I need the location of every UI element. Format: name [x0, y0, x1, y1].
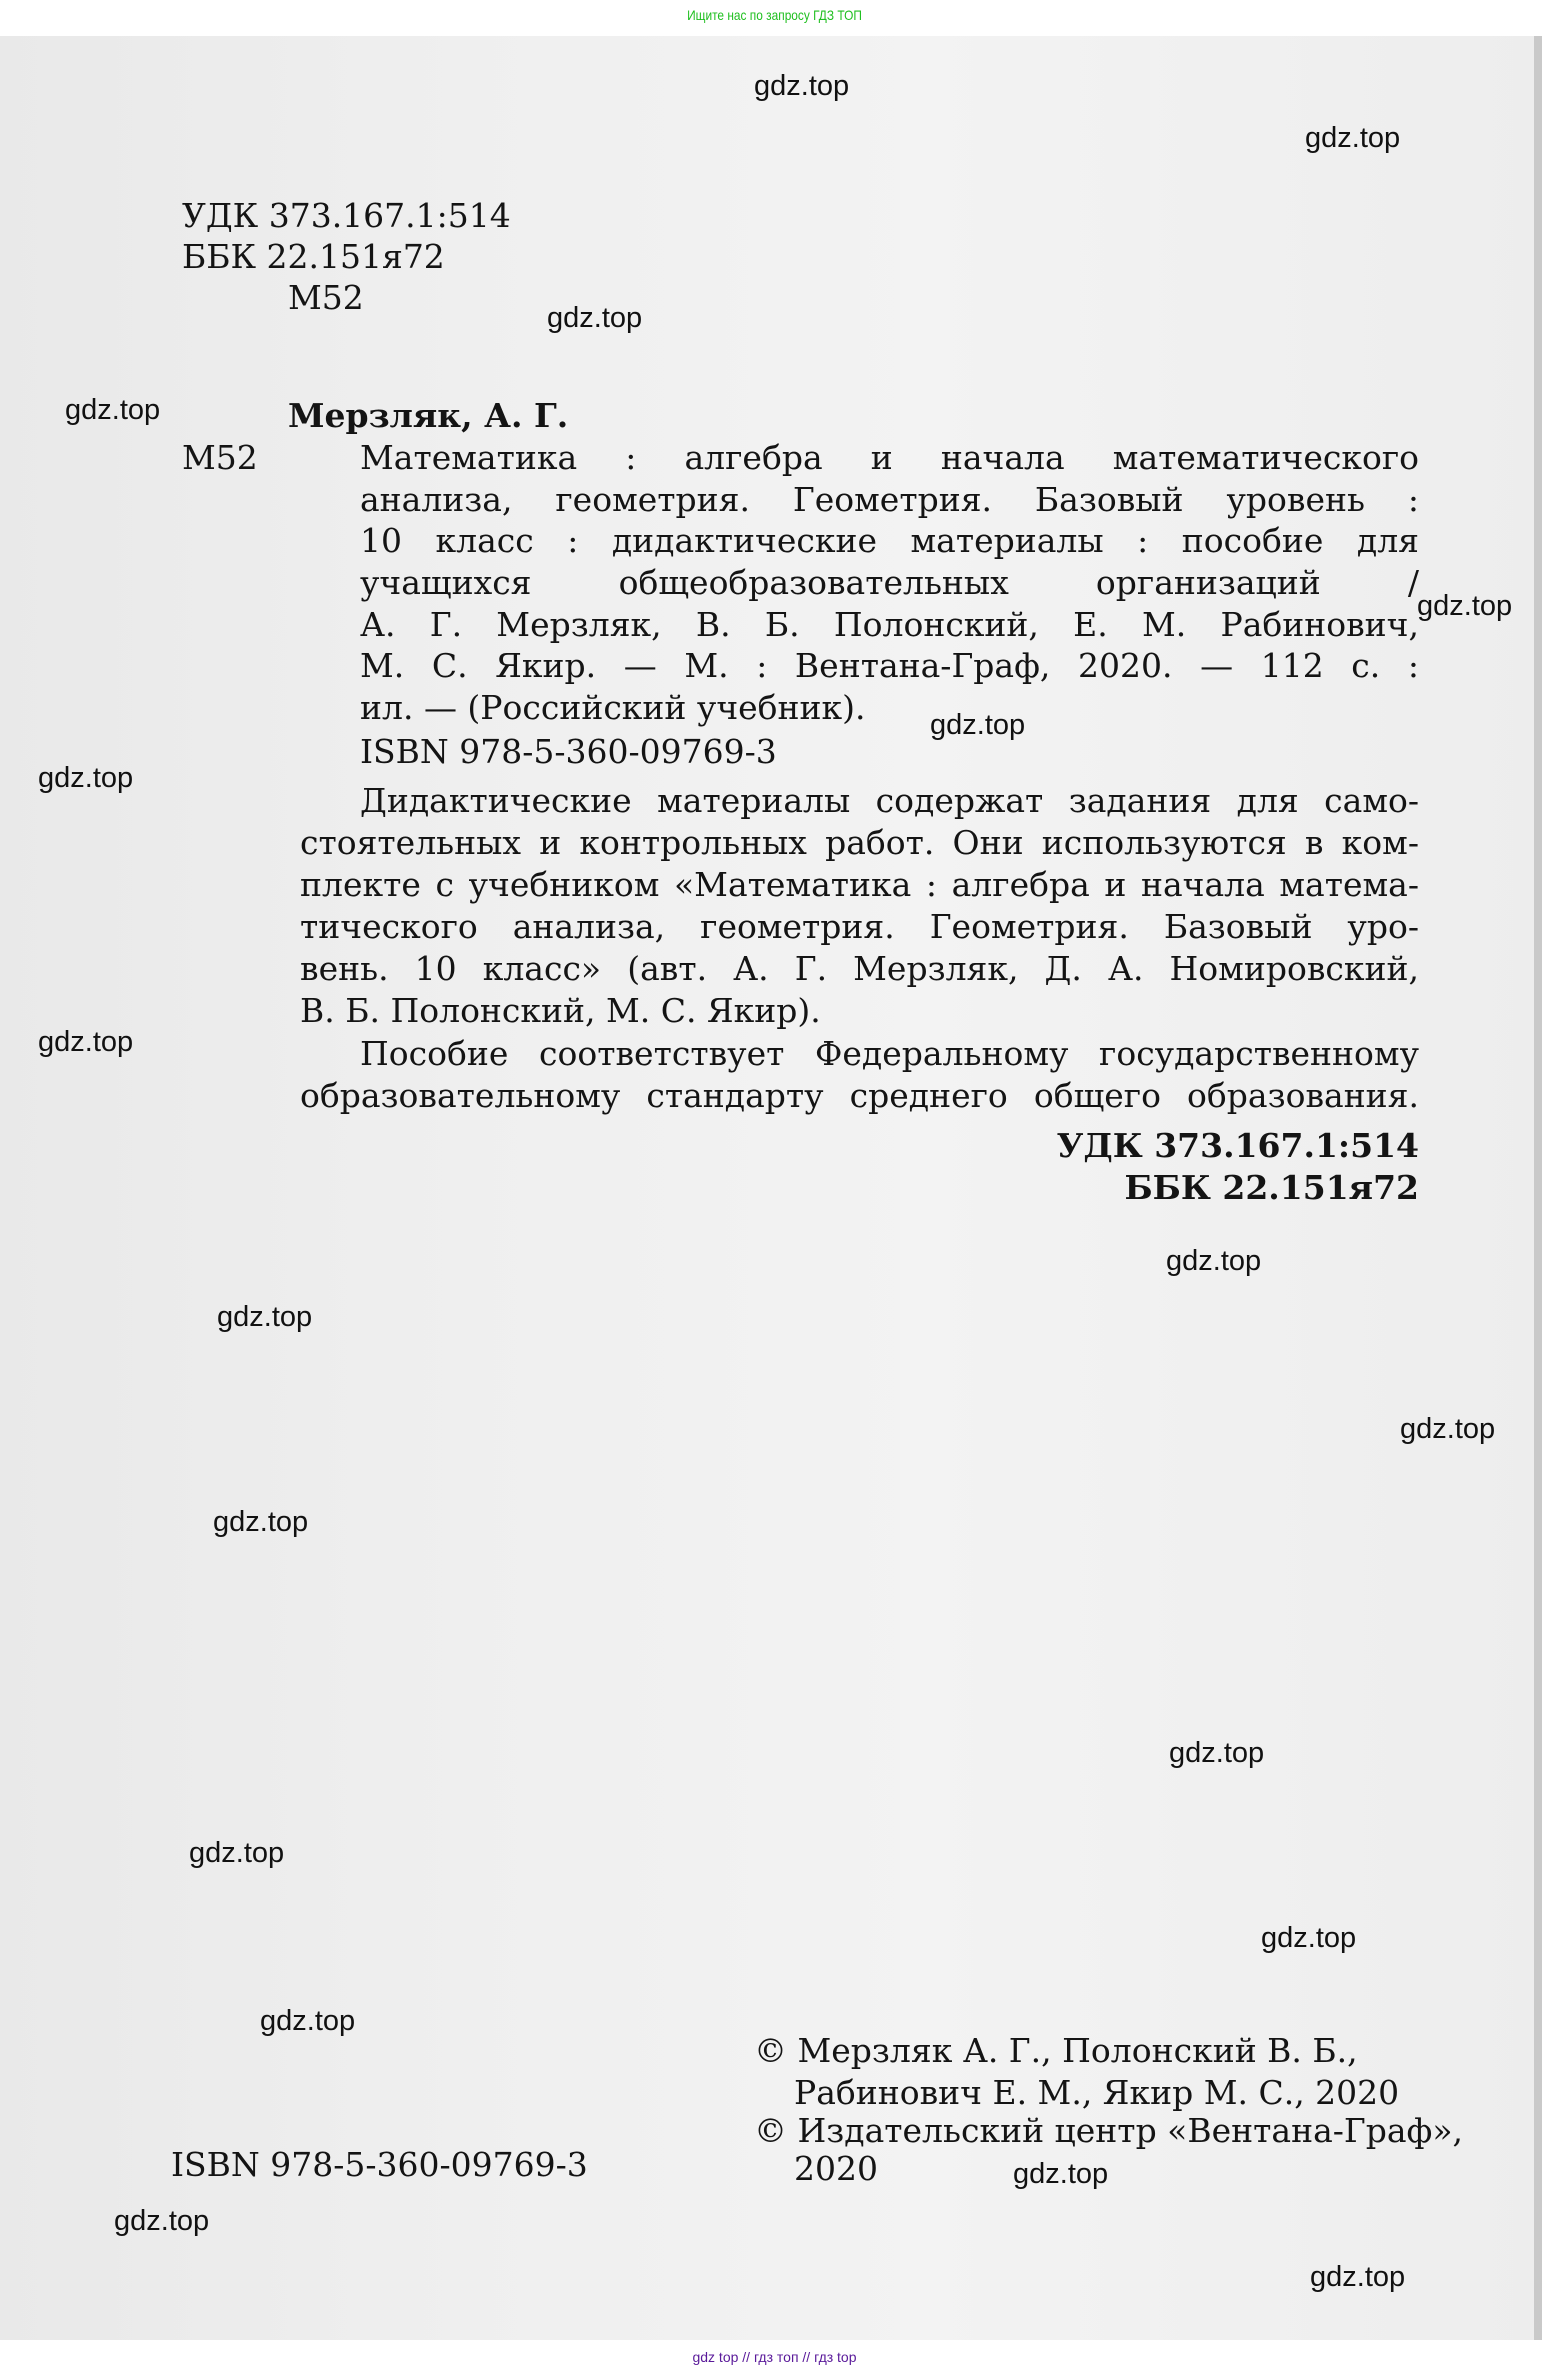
- footer-udk: УДК 373.167.1:514: [1056, 1126, 1419, 1165]
- bibliographic-line: анализа, геометрия. Геометрия. Базовый уровень :: [360, 480, 1419, 519]
- bottom-isbn: ISBN 978-5-360-09769-3: [171, 2145, 588, 2184]
- watermark: gdz.top: [1169, 1737, 1265, 1769]
- watermark: gdz.top: [1013, 2158, 1109, 2190]
- annotation-line: Дидактические материалы содержат задания для само-: [360, 781, 1419, 820]
- watermark: gdz.top: [38, 1026, 134, 1058]
- bbk-code: ББК 22.151я72: [182, 237, 445, 276]
- watermark: gdz.top: [38, 762, 134, 794]
- annotation-line: плекте с учебником «Математика : алгебра и начала матема-: [300, 865, 1419, 904]
- watermark: gdz.top: [1310, 2261, 1406, 2293]
- udk-code: УДК 373.167.1:514: [182, 196, 511, 235]
- watermark: gdz.top: [1305, 122, 1401, 154]
- bottom-banner: gdz top // гдз топ // гдз top: [692, 2349, 857, 2365]
- bibliographic-line: А. Г. Мерзляк, В. Б. Полонский, Е. М. Рабинович,: [360, 605, 1419, 644]
- watermark: gdz.top: [213, 1506, 309, 1538]
- annotation-line: тического анализа, геометрия. Геометрия. Базовый уро-: [300, 907, 1419, 946]
- bibliographic-line: учащихся общеобразовательных организаций /: [360, 563, 1419, 602]
- annotation-line: стоятельных и контрольных работ. Они используются в ком-: [300, 823, 1419, 862]
- standard-line: образовательному стандарту среднего общего образования.: [300, 1076, 1419, 1115]
- watermark: gdz.top: [1261, 1922, 1357, 1954]
- author-heading: Мерзляк, А. Г.: [288, 396, 569, 435]
- watermark: gdz.top: [65, 394, 161, 426]
- margin-author-mark: М52: [182, 438, 258, 477]
- copyright-line: 2020: [794, 2149, 878, 2188]
- annotation-line: вень. 10 класс» (авт. А. Г. Мерзляк, Д. А. Номировский,: [300, 949, 1419, 988]
- watermark: gdz.top: [1400, 1413, 1496, 1445]
- annotation-line: В. Б. Полонский, М. С. Якир).: [300, 991, 821, 1030]
- watermark: gdz.top: [1166, 1245, 1262, 1277]
- watermark: gdz.top: [1417, 590, 1513, 622]
- isbn: ISBN 978-5-360-09769-3: [360, 732, 777, 771]
- top-banner: Ищите нас по запросу ГДЗ ТОП: [687, 7, 862, 23]
- watermark: gdz.top: [930, 709, 1026, 741]
- copyright-line: © Издательский центр «Вентана-Граф»,: [754, 2111, 1464, 2150]
- watermark: gdz.top: [189, 1837, 285, 1869]
- bibliographic-line: М. С. Якир. — М. : Вентана-Граф, 2020. — 112 с. :: [360, 646, 1419, 685]
- watermark: gdz.top: [547, 302, 643, 334]
- bibliographic-line: ил. — (Российский учебник).: [360, 688, 866, 727]
- watermark: gdz.top: [114, 2205, 210, 2237]
- watermark: gdz.top: [754, 70, 850, 102]
- watermark: gdz.top: [260, 2005, 356, 2037]
- bibliographic-line: Математика : алгебра и начала математического: [360, 438, 1419, 477]
- watermark: gdz.top: [217, 1301, 313, 1333]
- author-mark: М52: [288, 278, 364, 317]
- standard-line: Пособие соответствует Федеральному государственному: [360, 1034, 1419, 1073]
- copyright-line: © Мерзляк А. Г., Полонский В. Б.,: [754, 2031, 1358, 2070]
- copyright-line: Рабинович Е. М., Якир М. С., 2020: [794, 2073, 1400, 2112]
- footer-bbk: ББК 22.151я72: [1124, 1168, 1419, 1207]
- bibliographic-line: 10 класс : дидактические материалы : пособие для: [360, 521, 1419, 560]
